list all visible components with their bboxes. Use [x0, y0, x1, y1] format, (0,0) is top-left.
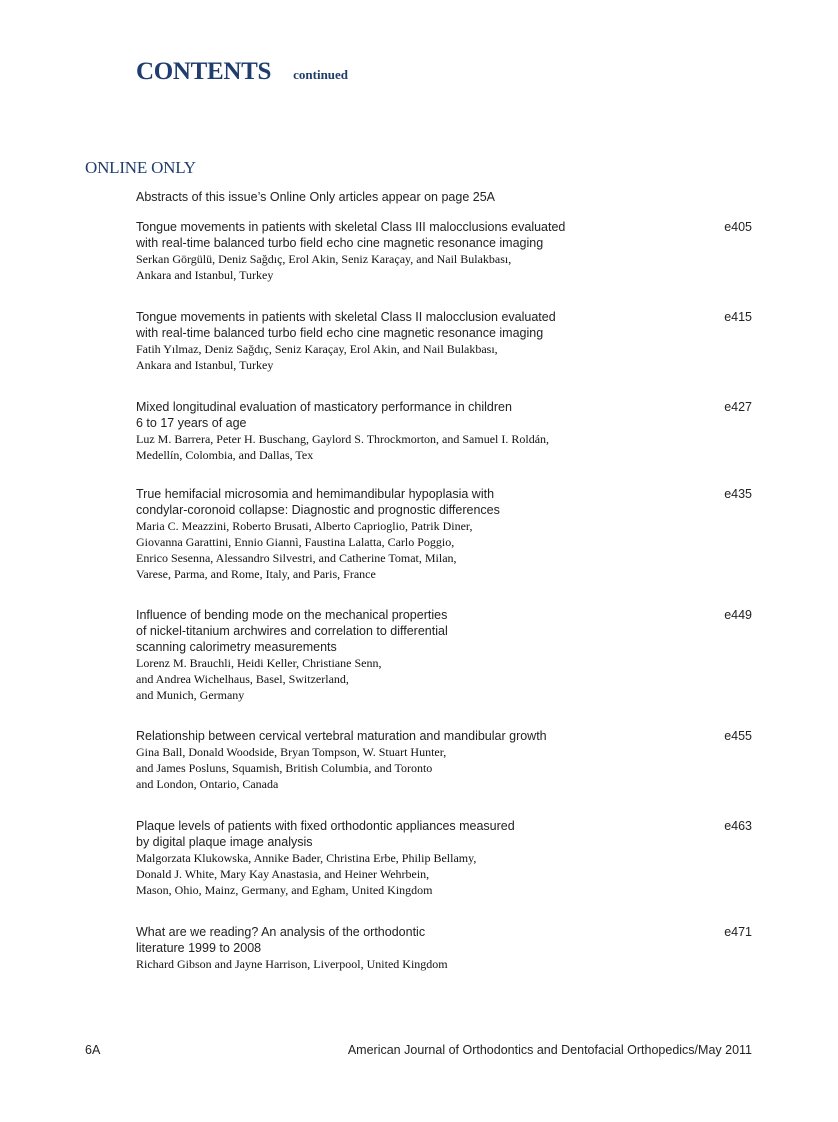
article-authors-line: Ankara and Istanbul, Turkey: [136, 268, 274, 282]
article-title-line: with real-time balanced turbo field echo cine magnetic resonance imaging: [136, 236, 544, 250]
footer-page-number: 6A: [85, 1043, 101, 1057]
article-authors: [136, 518, 752, 582]
article-authors-line: Enrico Sesenna, Alessandro Silvestri, and Catherine Tomat, Milan,: [136, 551, 457, 565]
article-title[interactable]: [136, 486, 636, 518]
toc-entry-4[interactable]: [136, 486, 752, 582]
article-authors-line: Lorenz M. Brauchli, Heidi Keller, Christiane Senn,: [136, 656, 382, 670]
article-title-line: True hemifacial microsomia and hemimandibular hypoplasia with: [136, 487, 495, 501]
article-authors-line: Mason, Ohio, Mainz, Germany, and Egham, United Kingdom: [136, 883, 433, 897]
article-title-line: by digital plaque image analysis: [136, 835, 313, 849]
article-title-line: scanning calorimetry measurements: [136, 640, 337, 654]
section-title-online-only: ONLINE ONLY: [85, 158, 196, 177]
article-authors: [136, 956, 752, 972]
article-title-line: Relationship between cervical vertebral maturation and mandibular growth: [136, 729, 547, 743]
article-authors: [136, 850, 752, 898]
article-title-line: literature 1999 to 2008: [136, 941, 262, 955]
article-authors-line: Ankara and Istanbul, Turkey: [136, 358, 274, 372]
article-title[interactable]: [136, 607, 636, 655]
article-authors: [136, 744, 752, 792]
article-title-line: What are we reading? An analysis of the orthodontic: [136, 925, 426, 939]
article-authors-line: and Andrea Wichelhaus, Basel, Switzerland,: [136, 672, 349, 686]
article-authors-line: and London, Ontario, Canada: [136, 777, 279, 791]
article-title[interactable]: [136, 399, 636, 431]
article-page-number[interactable]: e455: [724, 729, 752, 743]
article-authors-line: and Munich, Germany: [136, 688, 245, 702]
article-page-number[interactable]: e463: [724, 819, 752, 833]
article-authors-line: Maria C. Meazzini, Roberto Brusati, Alberto Caprioglio, Patrik Diner,: [136, 519, 473, 533]
article-authors: [136, 655, 752, 703]
article-title[interactable]: [136, 818, 636, 850]
article-authors: [136, 251, 752, 283]
article-page-number[interactable]: e415: [724, 310, 752, 324]
article-authors-line: Medellín, Colombia, and Dallas, Tex: [136, 448, 314, 462]
article-title-line: of nickel-titanium archwires and correlation to differential: [136, 624, 448, 638]
article-title-line: Mixed longitudinal evaluation of masticatory performance in children: [136, 400, 512, 414]
toc-entry-1[interactable]: [136, 219, 752, 283]
article-page-number[interactable]: e471: [724, 925, 752, 939]
article-authors-line: Malgorzata Klukowska, Annike Bader, Christina Erbe, Philip Bellamy,: [136, 851, 477, 865]
contents-continued-label: continued: [293, 67, 349, 82]
article-title-line: Tongue movements in patients with skeletal Class II malocclusion evaluated: [136, 310, 556, 324]
article-authors-line: Donald J. White, Mary Kay Anastasia, and Heiner Wehrbein,: [136, 867, 430, 881]
contents-header: [136, 58, 348, 86]
article-title-line: condylar-coronoid collapse: Diagnostic and prognostic differences: [136, 503, 500, 517]
article-page-number[interactable]: e449: [724, 608, 752, 622]
article-page-number[interactable]: e427: [724, 400, 752, 414]
toc-entry-3[interactable]: [136, 399, 752, 463]
article-authors-line: Giovanna Garattini, Ennio Giannì, Faustina Lalatta, Carlo Poggio,: [136, 535, 455, 549]
article-authors: [136, 431, 752, 463]
article-authors-line: Luz M. Barrera, Peter H. Buschang, Gaylord S. Throckmorton, and Samuel I. Roldán,: [136, 432, 550, 446]
article-title[interactable]: [136, 728, 636, 744]
article-title-line: Plaque levels of patients with fixed orthodontic appliances measured: [136, 819, 515, 833]
article-authors-line: and James Posluns, Squamish, British Columbia, and Toronto: [136, 761, 433, 775]
toc-entry-5[interactable]: [136, 607, 752, 703]
article-title[interactable]: [136, 924, 636, 956]
article-title[interactable]: [136, 219, 636, 251]
article-title-line: 6 to 17 years of age: [136, 416, 247, 430]
article-authors-line: Fatih Yılmaz, Deniz Sağdıç, Seniz Karaçay, Erol Akin, and Nail Bulakbası,: [136, 342, 498, 356]
toc-entry-2[interactable]: [136, 309, 752, 373]
article-page-number[interactable]: e405: [724, 220, 752, 234]
toc-entry-7[interactable]: [136, 818, 752, 898]
article-title[interactable]: [136, 309, 636, 341]
article-authors-line: Gina Ball, Donald Woodside, Bryan Tompson, W. Stuart Hunter,: [136, 745, 447, 759]
footer-journal-title: American Journal of Orthodontics and Dentofacial Orthopedics/May 2011: [347, 1043, 752, 1057]
section-intro: Abstracts of this issue’s Online Only articles appear on page 25A: [136, 190, 495, 204]
toc-entry-8[interactable]: [136, 924, 752, 972]
article-page-number[interactable]: e435: [724, 487, 752, 501]
article-authors: [136, 341, 752, 373]
toc-entry-6[interactable]: [136, 728, 752, 792]
article-authors-line: Varese, Parma, and Rome, Italy, and Paris, France: [136, 567, 376, 581]
article-authors-line: Serkan Görgülü, Deniz Sağdıç, Erol Akin, Seniz Karaçay, and Nail Bulakbası,: [136, 252, 512, 266]
article-title-line: Tongue movements in patients with skeletal Class III malocclusions evaluated: [136, 220, 566, 234]
article-authors-line: Richard Gibson and Jayne Harrison, Liverpool, United Kingdom: [136, 957, 448, 971]
article-title-line: with real-time balanced turbo field echo cine magnetic resonance imaging: [136, 326, 544, 340]
article-title-line: Influence of bending mode on the mechanical properties: [136, 608, 448, 622]
contents-title: CONTENTS: [136, 58, 272, 85]
